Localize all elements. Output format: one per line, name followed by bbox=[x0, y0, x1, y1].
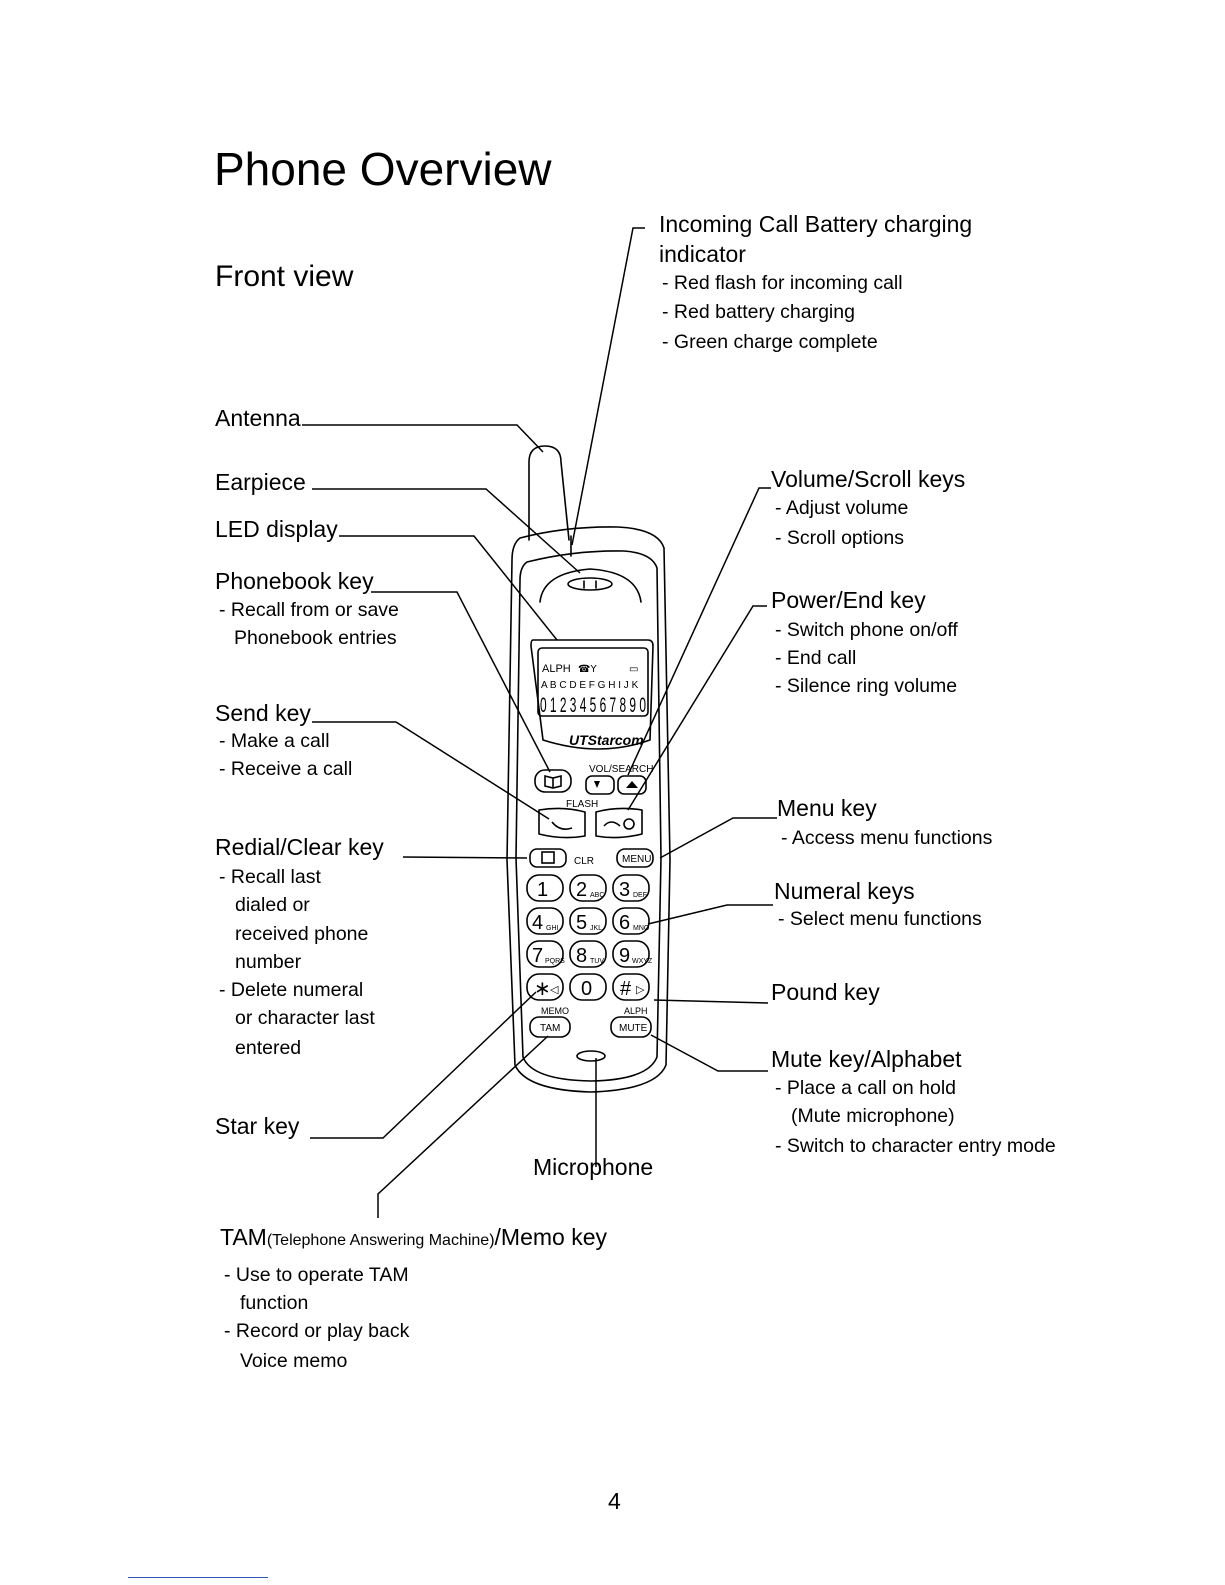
incoming-item: - Green charge complete bbox=[662, 331, 878, 353]
page-number: 4 bbox=[608, 1488, 621, 1514]
battery-icon: ▭ bbox=[629, 664, 639, 675]
key-letters: TUV bbox=[590, 958, 604, 965]
flash-label: FLASH bbox=[566, 799, 599, 810]
antenna-label: Antenna bbox=[215, 405, 301, 431]
send-item: - Make a call bbox=[219, 730, 330, 752]
redial-item: received phone bbox=[235, 923, 369, 945]
key-digit: # bbox=[620, 978, 632, 1000]
led-display-label: LED display bbox=[215, 516, 338, 542]
send-item: - Receive a call bbox=[219, 758, 353, 780]
earpiece-label: Earpiece bbox=[215, 469, 306, 495]
numeral-item: - Select menu functions bbox=[778, 908, 982, 930]
brand-logo: UTStarcom bbox=[569, 732, 644, 748]
display-status: ALPH bbox=[542, 663, 571, 675]
numeral-keys-label: Numeral keys bbox=[774, 878, 915, 904]
redial-item: - Delete numeral bbox=[219, 979, 364, 1001]
menu-key-label: Menu key bbox=[777, 795, 877, 821]
key-digit: ∗ bbox=[534, 978, 551, 1000]
up-arrow-icon bbox=[626, 781, 638, 788]
vol-search-label: VOL/SEARCH bbox=[589, 764, 654, 775]
phonebook-key-label: Phonebook key bbox=[215, 568, 374, 594]
earpiece-shape bbox=[568, 578, 612, 590]
power-item: - Switch phone on/off bbox=[775, 619, 958, 641]
down-arrow-icon bbox=[594, 781, 600, 788]
tam-item: function bbox=[240, 1292, 309, 1314]
power-end-key-label: Power/End key bbox=[771, 587, 926, 613]
volume-item: - Adjust volume bbox=[775, 497, 909, 519]
book-icon bbox=[545, 776, 561, 788]
key-letters: DEF bbox=[633, 892, 647, 899]
tam-title-main: TAM bbox=[220, 1224, 267, 1250]
microphone-label: Microphone bbox=[533, 1154, 654, 1180]
redial-item: - Recall last bbox=[219, 866, 321, 888]
key-letters: JKL bbox=[590, 925, 603, 932]
key-letters: ▷ bbox=[636, 984, 645, 996]
pound-key-label: Pound key bbox=[771, 979, 880, 1005]
key-letters: PQRS bbox=[545, 958, 565, 965]
key-digit: 6 bbox=[619, 912, 631, 934]
key-letters: ◁ bbox=[550, 984, 559, 996]
tam-title-end: /Memo key bbox=[494, 1224, 608, 1250]
alph-label: ALPH bbox=[624, 1006, 648, 1016]
key-digit: 4 bbox=[532, 912, 544, 934]
display-digits: 0 1 2 3 4 5 6 7 8 9 0 bbox=[540, 694, 646, 717]
mute-item: - Place a call on hold bbox=[775, 1077, 957, 1099]
key-digit: 3 bbox=[619, 879, 631, 901]
tam-title-paren: (Telephone Answering Machine) bbox=[266, 1232, 495, 1249]
mute-key-label: MUTE bbox=[619, 1023, 648, 1034]
key-letters: MNO bbox=[633, 925, 650, 932]
key-digit: 5 bbox=[576, 912, 588, 934]
key-digit: 0 bbox=[581, 978, 593, 1000]
power-item: - Silence ring volume bbox=[775, 675, 958, 697]
microphone-shape bbox=[577, 1051, 605, 1061]
key-letters: ABC bbox=[590, 892, 605, 899]
incoming-indicator-title: Incoming Call Battery charging bbox=[659, 211, 973, 237]
section-subtitle: Front view bbox=[215, 260, 354, 293]
memo-label: MEMO bbox=[541, 1006, 569, 1016]
menu-item: - Access menu functions bbox=[781, 827, 993, 849]
redial-clear-key-label: Redial/Clear key bbox=[215, 834, 384, 860]
mute-alphabet-key-label: Mute key/Alphabet bbox=[771, 1046, 962, 1072]
handset-icon bbox=[552, 822, 572, 829]
phonebook-item: - Recall from or save bbox=[219, 599, 399, 621]
signal-icon: ☎Y bbox=[578, 664, 597, 675]
clr-label: CLR bbox=[574, 856, 595, 867]
incoming-item: - Red flash for incoming call bbox=[662, 272, 903, 294]
key-digit: 8 bbox=[576, 945, 588, 967]
volume-scroll-keys-label: Volume/Scroll keys bbox=[771, 466, 966, 492]
key-digit: 9 bbox=[619, 945, 631, 967]
phonebook-item: Phonebook entries bbox=[234, 627, 397, 649]
redial-item: or character last bbox=[235, 1007, 375, 1029]
send-key-shape bbox=[539, 808, 585, 837]
incoming-indicator-title-2: indicator bbox=[659, 241, 746, 267]
hangup-icon bbox=[604, 822, 620, 826]
footer-rule bbox=[128, 1577, 268, 1578]
end-key-shape bbox=[596, 808, 642, 837]
mute-item: (Mute microphone) bbox=[791, 1105, 955, 1127]
antenna-shape bbox=[529, 446, 569, 540]
key-digit: 2 bbox=[576, 879, 588, 901]
power-item: - End call bbox=[775, 647, 857, 669]
vol-down-key-shape bbox=[586, 776, 614, 794]
tam-item: - Use to operate TAM bbox=[224, 1264, 409, 1286]
redial-item: number bbox=[235, 951, 302, 973]
key-digit: 1 bbox=[537, 879, 549, 901]
redial-icon bbox=[542, 852, 554, 863]
star-key-label: Star key bbox=[215, 1113, 300, 1139]
mute-item: - Switch to character entry mode bbox=[775, 1135, 1056, 1157]
display-letters: A B C D E F G H I J K bbox=[541, 680, 639, 691]
tam-memo-key-label bbox=[220, 1226, 607, 1249]
tam-item: - Record or play back bbox=[224, 1320, 410, 1342]
page-title: Phone Overview bbox=[214, 143, 552, 195]
key-digit: 7 bbox=[532, 945, 544, 967]
redial-item: dialed or bbox=[235, 894, 310, 916]
redial-item: entered bbox=[235, 1037, 302, 1059]
key-letters: GHI bbox=[546, 925, 559, 932]
tam-key-label: TAM bbox=[540, 1023, 561, 1034]
key-letters: WXYZ bbox=[632, 958, 653, 965]
incoming-item: - Red battery charging bbox=[662, 301, 855, 323]
tam-item: Voice memo bbox=[240, 1350, 348, 1372]
volume-item: - Scroll options bbox=[775, 527, 904, 549]
menu-key-label: MENU bbox=[622, 854, 652, 865]
send-key-label: Send key bbox=[215, 700, 311, 726]
